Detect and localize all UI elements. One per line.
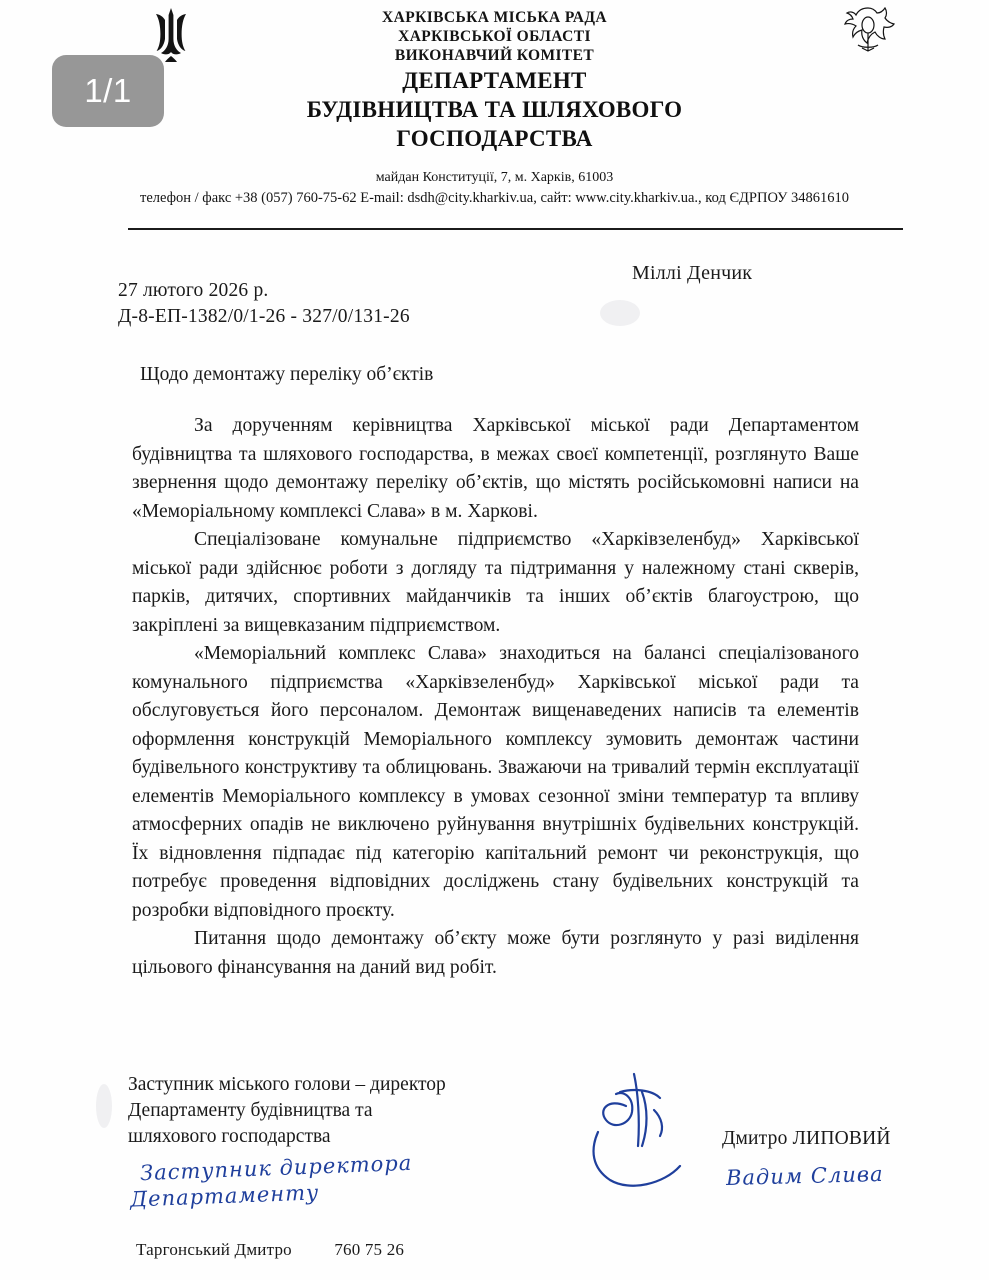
- body-paragraph: «Меморіальний комплекс Слава» знаходиться на балансі спеціалізованого комунального підприємства «Харківзеленбуд» Харківської міської ради та обслуговується його персоналом. Демонтаж вищенаведених написів та елементів оформлення конструкцій Меморіального комплексу зумовить демонтаж частини будівельного конструктиву та облицювань. Зважаючи на тривалий термін експлуатації елементів Меморіального комплексу в умовах сезонної зміни температур та впливу атмосферних опадів не виключено руйнування внутрішніх будівельних конструкцій. Їх відновлення підпадає під категорію капітальний ремонт чи реконструкція, що потребує проведення відповідних досліджень стану будівельних конструкцій та розробки відповідного проєкту.: [132, 643, 859, 921]
- executor-name: Таргонський Дмитро: [136, 1240, 292, 1259]
- document-meta: [0, 244, 989, 354]
- signer-title-line-2: Департаменту будівництва та: [128, 1100, 373, 1121]
- org-line-3: ВИКОНАВЧИЙ КОМІТЕТ: [394, 47, 595, 64]
- organisation-contacts: [0, 167, 989, 209]
- document-reference-number: Д-8-ЕП-1382/0/1-26 - 327/0/131-26: [118, 306, 410, 327]
- body-paragraph: За дорученням керівництва Харківської міської ради Департаментом будівництва та шляхового господарства, в межах своєї компетенції, розглянуто Ваше звернення щодо демонтажу переліку об’єктів, що містять російськомовні написи на «Меморіальному комплексі Слава» в м. Харкові.: [132, 415, 859, 522]
- org-line-1: ХАРКІВСЬКА МІСЬКА РАДА: [382, 9, 607, 26]
- addressee-name: Міллі Денчик: [632, 262, 753, 284]
- signer-title-line-3: шляхового господарства: [128, 1126, 331, 1147]
- page-indicator-badge: 1/1: [52, 55, 164, 127]
- body-paragraph: Спеціалізоване комунальне підприємство «Харківзеленбуд» Харківської міської ради здійснює роботи з догляду та підтримання у належному стані скверів, парків, дитячих, спортивних майданчиків та інших об’єктів благоустрою, що закріплені за вищевказаним підприємством.: [132, 529, 859, 636]
- org-address: майдан Конституції, 7, м. Харків, 61003: [375, 170, 614, 185]
- executor-info: [136, 1240, 404, 1260]
- document-body: [132, 412, 859, 982]
- signer-name: Дмитро ЛИПОВИЙ: [722, 1128, 891, 1149]
- org-line-2: ХАРКІВСЬКОЇ ОБЛАСТІ: [398, 28, 591, 45]
- handwritten-signature-name: Вадим Слива: [725, 1161, 884, 1191]
- kharkiv-city-coat-of-arms-icon: [838, 4, 898, 56]
- document-subject: Щодо демонтажу переліку об’єктів: [140, 364, 434, 385]
- signer-title-line-1: Заступник міського голови – директор: [128, 1074, 446, 1095]
- org-line-4: ДЕПАРТАМЕНТ: [402, 68, 587, 93]
- signer-title: [128, 1072, 548, 1150]
- handwritten-note-line-1: Заступник директора: [139, 1150, 413, 1186]
- org-contact-line: телефон / факс +38 (057) 760-75-62 E-mail: dsdh@city.kharkiv.ua, сайт: www.city.kharkiv.ua., код ЄДРПОУ 34861610: [140, 190, 849, 206]
- document-date: 27 лютого 2026 р.: [118, 280, 269, 301]
- handwritten-note-line-2: Департаменту: [129, 1180, 320, 1212]
- org-line-5: БУДІВНИЦТВА ТА ШЛЯХОВОГО: [306, 97, 683, 122]
- executor-phone: 760 75 26: [334, 1240, 405, 1259]
- body-paragraph: Питання щодо демонтажу об’єкту може бути розглянуто у разі виділення цільового фінансування на даний вид робіт.: [132, 928, 859, 978]
- header-divider: [128, 228, 903, 230]
- org-line-6: ГОСПОДАРСТВА: [396, 126, 593, 151]
- signature-block: [0, 1062, 989, 1262]
